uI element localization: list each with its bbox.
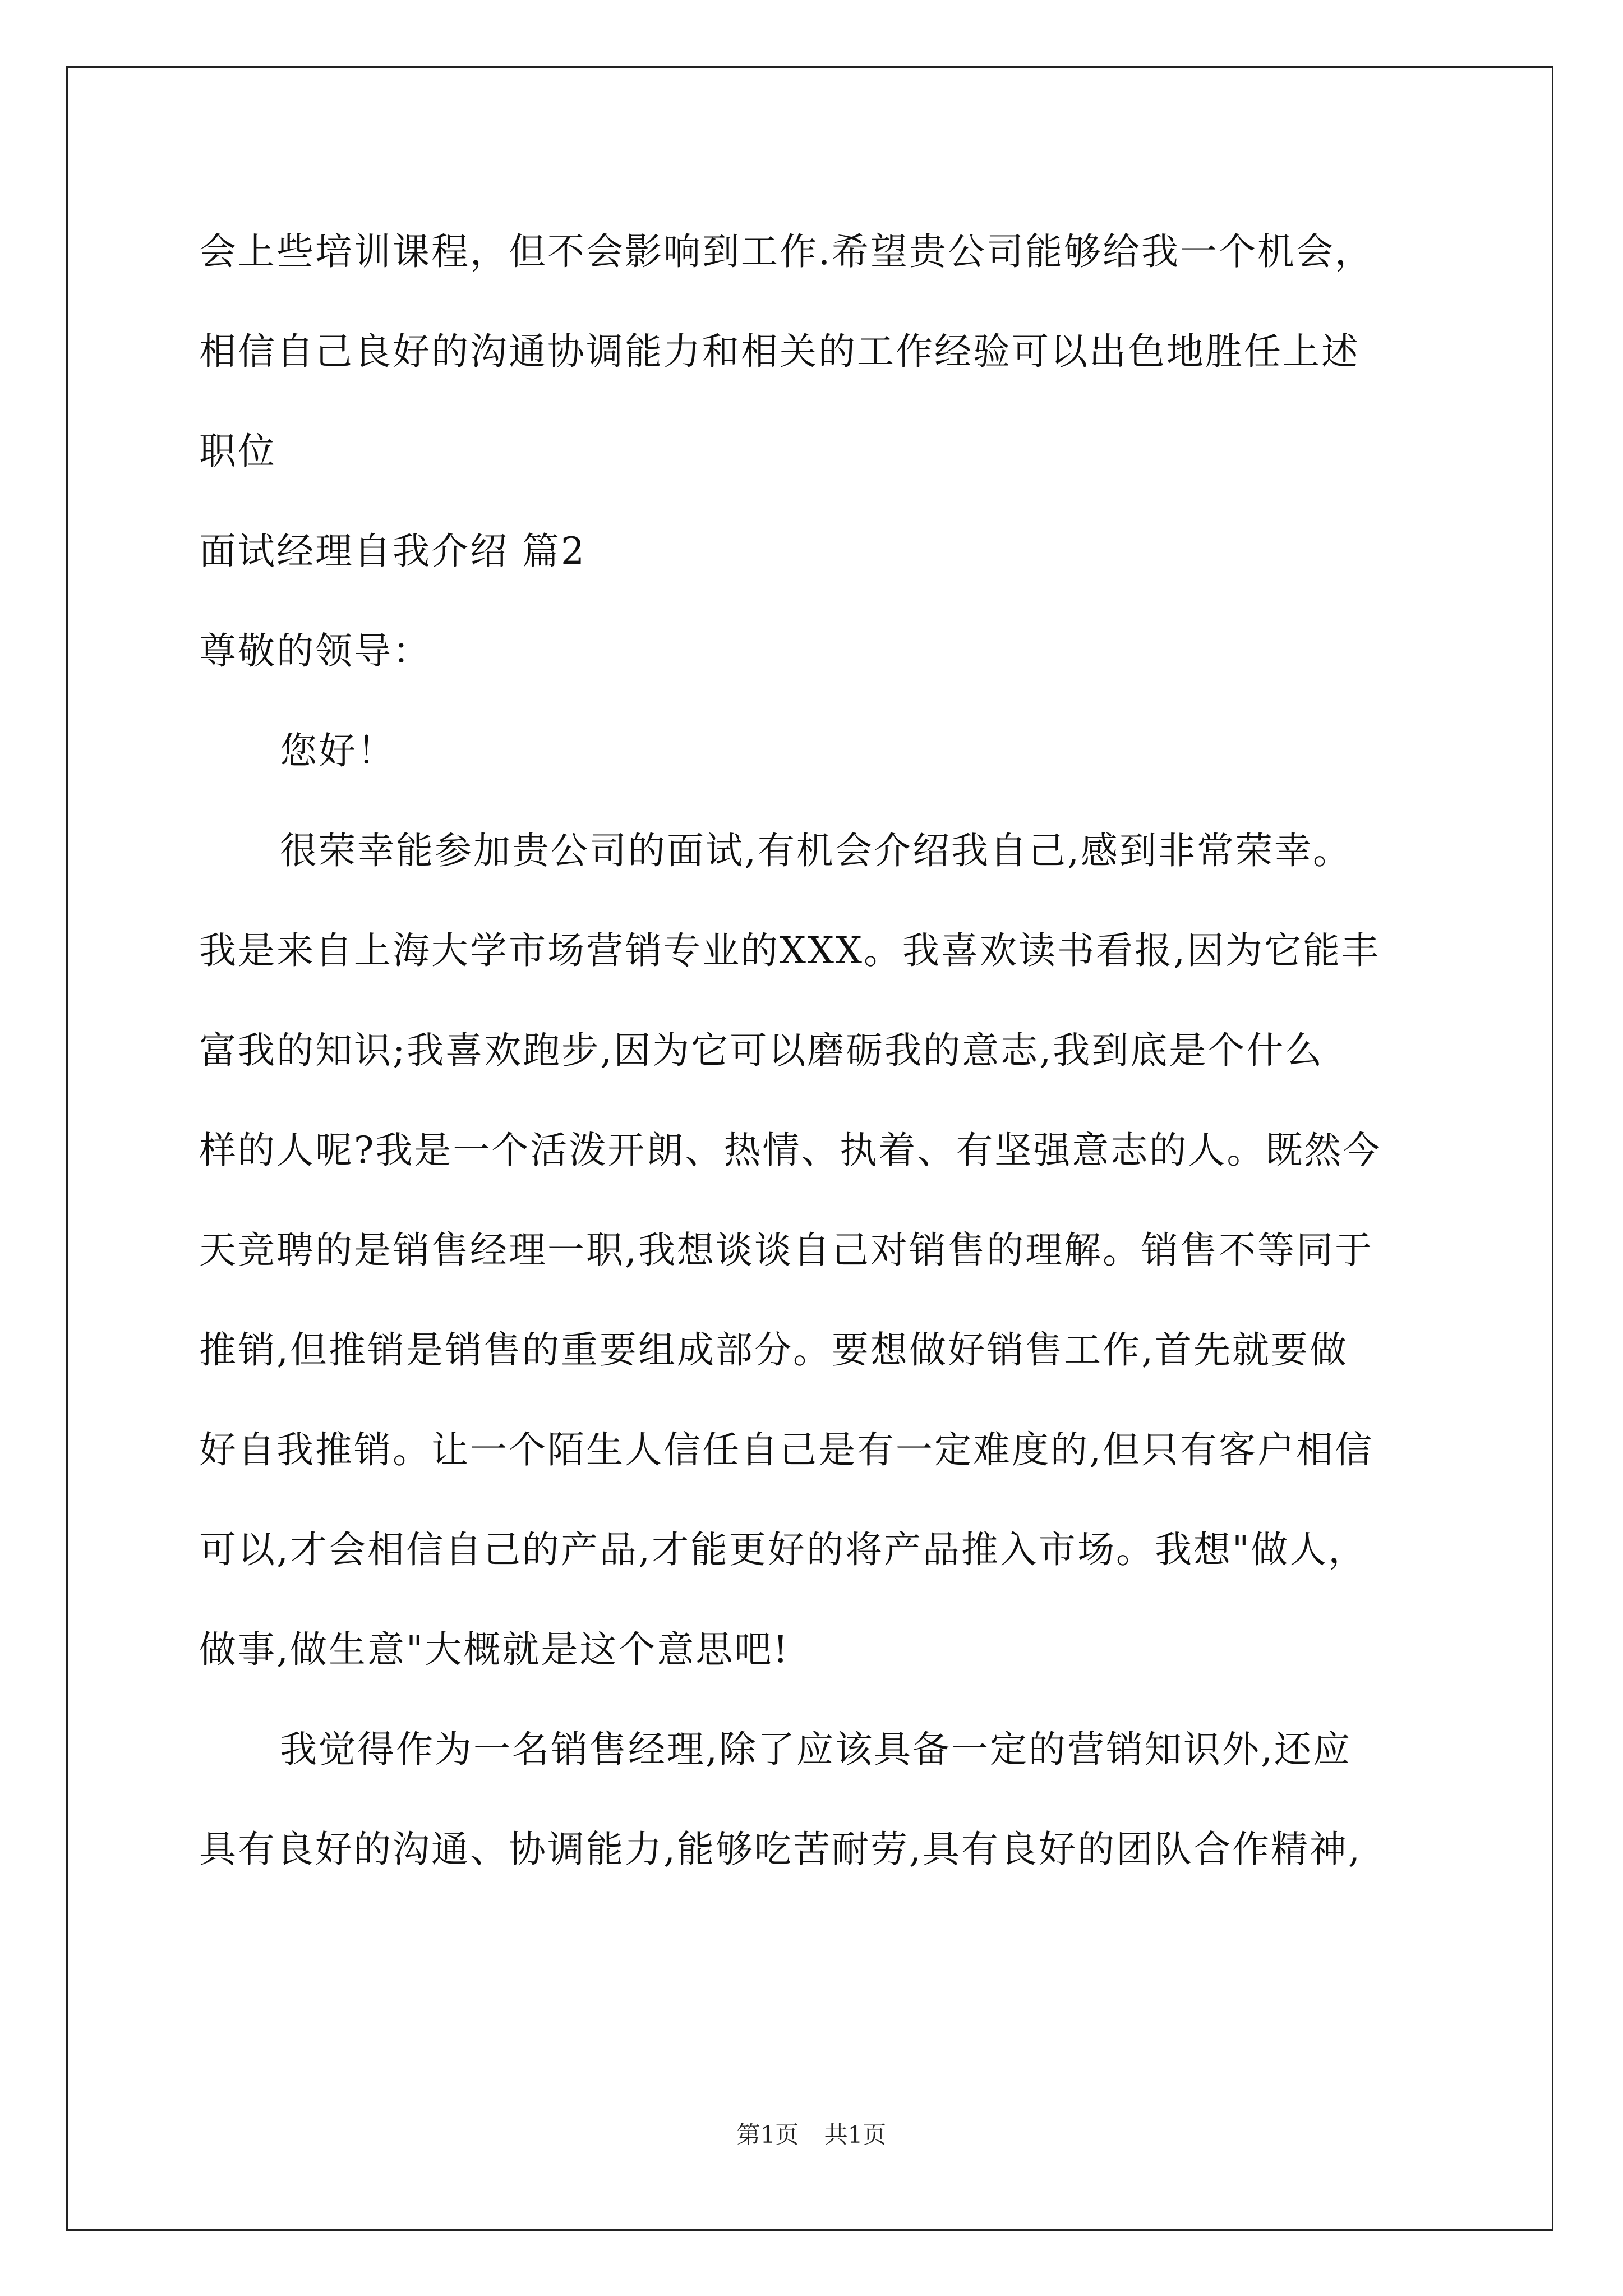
paragraph-line: 好自我推销。让一个陌生人信任自己是有一定难度的,但只有客户相信 (199, 1428, 1373, 1471)
paragraph-line: 具有良好的沟通、协调能力,能够吃苦耐劳,具有良好的团队合作精神, (199, 1828, 1362, 1871)
salutation: 尊敬的领导： (199, 629, 431, 673)
paragraph-line: 职位 (199, 430, 276, 473)
document-body (199, 202, 1450, 1899)
paragraph-line: 富我的知识;我喜欢跑步,因为它可以磨砺我的意志,我到底是个什么 (199, 1029, 1324, 1072)
page-number: 第1页 (736, 2121, 799, 2148)
paragraph-line: 相信自己良好的沟通协调能力和相关的工作经验可以出色地胜任上述 (199, 330, 1360, 373)
paragraph-line: 样的人呢?我是一个活泼开朗、热情、执着、有坚强意志的人。既然今 (199, 1129, 1382, 1172)
page-footer (0, 2116, 1623, 2150)
page-total: 共1页 (824, 2121, 887, 2148)
paragraph-line: 我是来自上海大学市场营销专业的XXX。我喜欢读书看报,因为它能丰 (199, 929, 1380, 972)
paragraph-line: 可以,才会相信自己的产品,才能更好的将产品推入市场。我想"做人， (199, 1528, 1367, 1571)
greeting: 您好！ (280, 729, 396, 772)
paragraph-line: 我觉得作为一名销售经理,除了应该具备一定的营销知识外,还应 (280, 1728, 1352, 1771)
paragraph-line: 很荣幸能参加贵公司的面试,有机会介绍我自己,感到非常荣幸。 (280, 829, 1352, 872)
paragraph-line: 推销,但推销是销售的重要组成部分。要想做好销售工作,首先就要做 (199, 1328, 1348, 1372)
section-heading: 面试经理自我介绍 篇2 (199, 530, 586, 573)
paragraph-line: 会上些培训课程，但不会影响到工作.希望贵公司能够给我一个机会， (199, 230, 1373, 273)
paragraph-line: 做事,做生意"大概就是这个意思吧! (199, 1628, 790, 1671)
paragraph-line: 天竞聘的是销售经理一职,我想谈谈自己对销售的理解。销售不等同于 (199, 1228, 1373, 1272)
